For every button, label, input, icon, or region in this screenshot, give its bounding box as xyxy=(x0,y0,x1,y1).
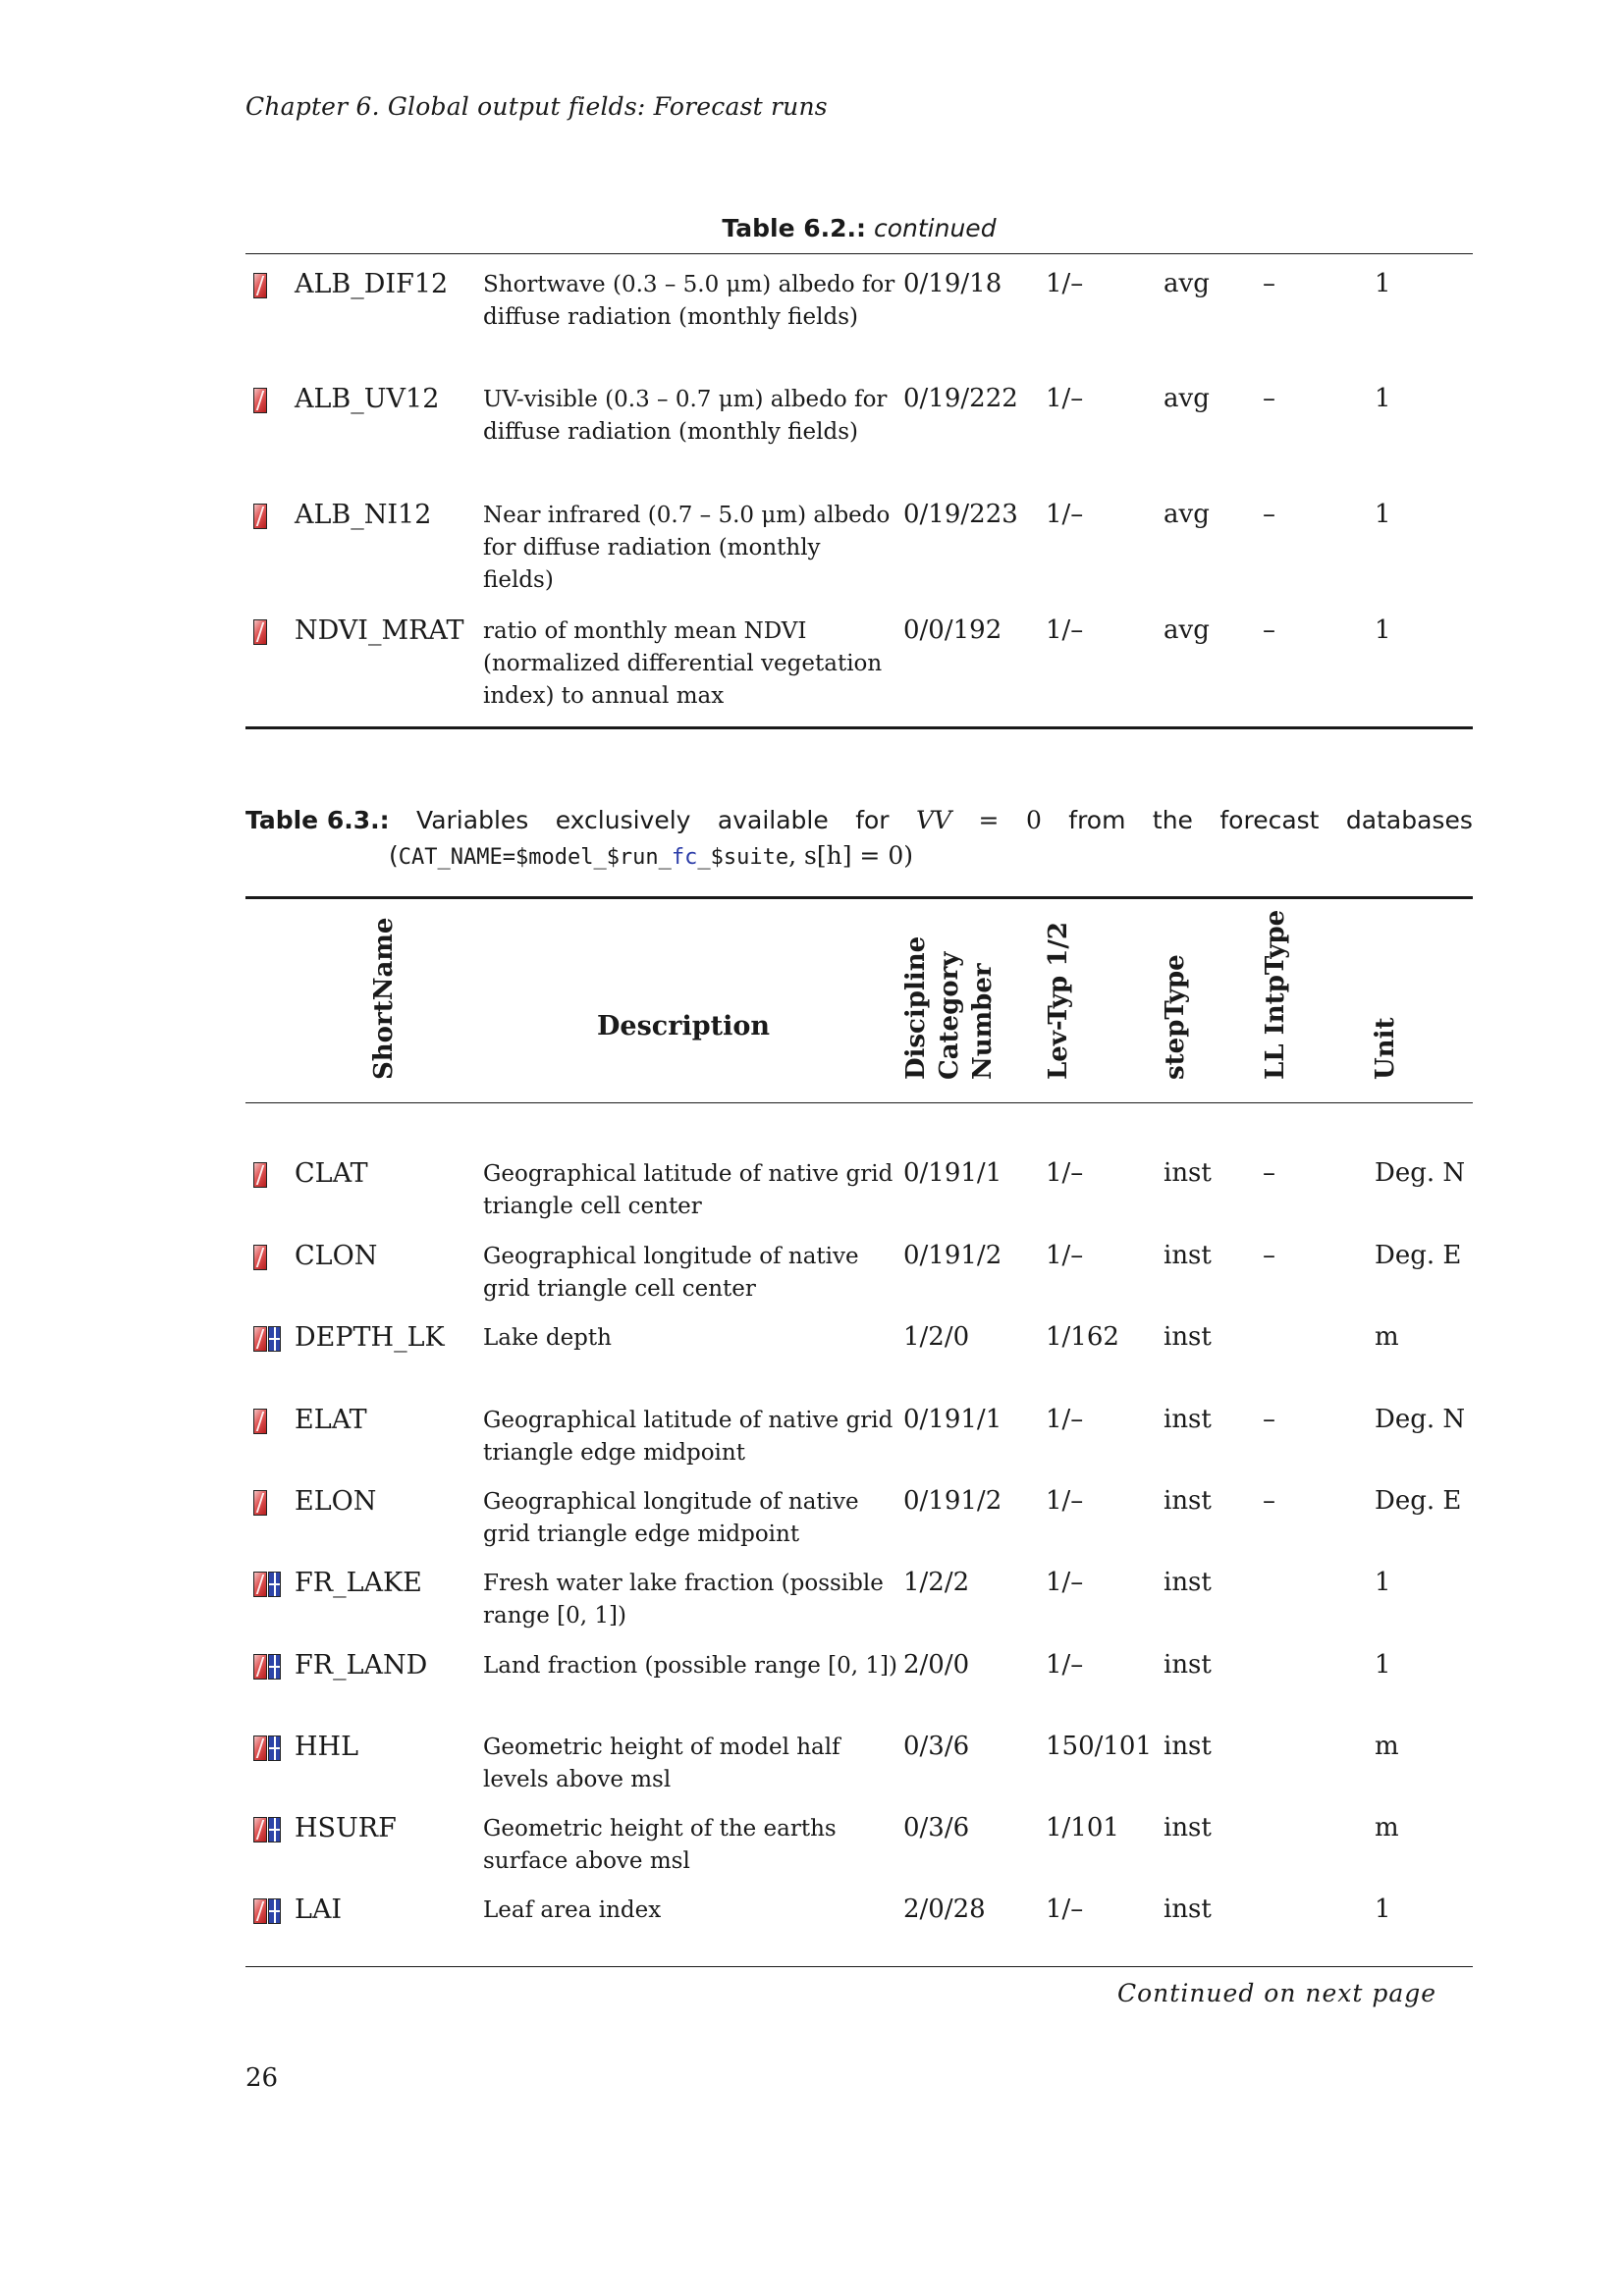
intp-type: – xyxy=(1263,1241,1275,1270)
intp-type: – xyxy=(1263,1405,1275,1434)
lev-typ: 1/– xyxy=(1046,1895,1084,1924)
caption-open-paren: ( xyxy=(389,841,399,870)
intp-type: – xyxy=(1263,500,1275,529)
header-number: Number xyxy=(968,963,998,1080)
step-type: inst xyxy=(1164,1158,1212,1188)
discipline: 0/0/192 xyxy=(903,615,1002,645)
short-name: HHL xyxy=(295,1732,359,1762)
unit: 1 xyxy=(1375,1568,1391,1597)
short-name: NDVI_MRAT xyxy=(295,615,464,646)
description: Shortwave (0.3 – 5.0 μm) albedo for diffuse radiation (monthly fields) xyxy=(483,272,895,330)
step-type: inst xyxy=(1164,1568,1212,1597)
model-icon xyxy=(253,1326,281,1356)
model-icon xyxy=(253,619,267,649)
caption-word: forecast xyxy=(1219,806,1320,834)
unit: Deg. E xyxy=(1375,1486,1462,1516)
description: Near infrared (0.7 – 5.0 μm) albedo for diffuse radiation (monthly fields) xyxy=(483,503,891,593)
discipline: 0/19/223 xyxy=(903,500,1018,529)
unit: m xyxy=(1375,1732,1399,1761)
header-discipline: Discipline xyxy=(901,935,931,1080)
discipline: 0/191/1 xyxy=(903,1405,1002,1434)
caption-word: 0 xyxy=(1025,806,1042,834)
caption-line-2 xyxy=(245,838,1473,876)
unit: Deg. N xyxy=(1375,1405,1466,1434)
step-type: avg xyxy=(1164,615,1210,645)
table-6-3-label: Table 6.3.: xyxy=(245,806,390,834)
table-6-2-caption xyxy=(245,214,1473,242)
short-name: ALB_NI12 xyxy=(295,500,432,530)
short-name: LAI xyxy=(295,1895,343,1925)
caption-word: available xyxy=(717,806,829,834)
caption-word: the xyxy=(1152,806,1193,834)
description: Geometric height of the earths surface above msl xyxy=(483,1816,837,1874)
intp-type: – xyxy=(1263,1158,1275,1188)
discipline: 2/0/28 xyxy=(903,1895,986,1924)
short-name: HSURF xyxy=(295,1813,397,1843)
header-step-type: stepType xyxy=(1161,954,1190,1080)
caption-word: VV xyxy=(916,806,952,834)
model-icon xyxy=(253,388,267,417)
table-6-2-label: Table 6.2.: xyxy=(722,214,867,242)
description: Leaf area index xyxy=(483,1897,662,1923)
step-type: avg xyxy=(1164,384,1210,413)
lev-typ: 1/– xyxy=(1046,1158,1084,1188)
discipline: 0/191/2 xyxy=(903,1241,1002,1270)
step-type: inst xyxy=(1164,1241,1212,1270)
caption-code-suite: _$suite xyxy=(697,845,789,870)
intp-type: – xyxy=(1263,384,1275,413)
model-icon xyxy=(253,1654,281,1683)
unit: Deg. E xyxy=(1375,1241,1462,1270)
caption-code: CAT_NAME=$model_$run_ xyxy=(398,845,672,870)
discipline: 0/3/6 xyxy=(903,1732,970,1761)
step-type: inst xyxy=(1164,1813,1212,1842)
description: ratio of monthly mean NDVI (normalized differential vegetation index) to annual max xyxy=(483,618,883,709)
short-name: CLAT xyxy=(295,1158,368,1189)
header-shortname: ShortName xyxy=(369,917,399,1080)
lev-typ: 1/101 xyxy=(1046,1813,1119,1842)
description: Geographical longitude of native grid triangle cell center xyxy=(483,1244,859,1302)
short-name: CLON xyxy=(295,1241,378,1271)
header-unit: Unit xyxy=(1371,1017,1400,1080)
description: Lake depth xyxy=(483,1325,612,1351)
step-type: inst xyxy=(1164,1486,1212,1516)
caption-word: databases xyxy=(1345,806,1473,834)
discipline: 1/2/2 xyxy=(903,1568,970,1597)
unit: 1 xyxy=(1375,269,1391,298)
model-icon xyxy=(253,1245,267,1274)
table-6-3-top-rule xyxy=(245,896,1473,899)
caption-word: exclusively xyxy=(555,806,691,834)
description: Geographical latitude of native grid triangle cell center xyxy=(483,1161,893,1219)
lev-typ: 1/– xyxy=(1046,1241,1084,1270)
lev-typ: 150/101 xyxy=(1046,1732,1153,1761)
discipline: 1/2/0 xyxy=(903,1322,970,1352)
lev-typ: 1/– xyxy=(1046,1568,1084,1597)
lev-typ: 1/– xyxy=(1046,384,1084,413)
discipline: 2/0/0 xyxy=(903,1650,970,1680)
step-type: inst xyxy=(1164,1650,1212,1680)
description: Geometric height of model half levels above msl xyxy=(483,1735,840,1792)
model-icon xyxy=(253,1409,267,1438)
short-name: DEPTH_LK xyxy=(295,1322,445,1353)
lev-typ: 1/– xyxy=(1046,1486,1084,1516)
caption-word: from xyxy=(1068,806,1126,834)
short-name: ALB_DIF12 xyxy=(295,269,449,299)
step-type: avg xyxy=(1164,269,1210,298)
model-icon xyxy=(253,1735,281,1765)
lev-typ: 1/– xyxy=(1046,500,1084,529)
discipline: 0/19/18 xyxy=(903,269,1002,298)
intp-type: – xyxy=(1263,269,1275,298)
step-type: inst xyxy=(1164,1322,1212,1352)
step-type: inst xyxy=(1164,1895,1212,1924)
table-6-3-bottom-rule xyxy=(245,1966,1473,1967)
short-name: ELON xyxy=(295,1486,377,1517)
description: Land fraction (possible range [0, 1]) xyxy=(483,1653,897,1679)
continued-note: Continued on next page xyxy=(1117,1979,1437,2007)
caption-code-highlight: fc xyxy=(671,845,698,870)
lev-typ: 1/162 xyxy=(1046,1322,1119,1352)
unit: m xyxy=(1375,1813,1399,1842)
model-icon xyxy=(253,504,267,533)
discipline: 0/3/6 xyxy=(903,1813,970,1842)
header-lev-typ: Lev-Typ 1/2 xyxy=(1044,922,1073,1080)
table-6-2-continued: continued xyxy=(873,214,997,242)
step-type: inst xyxy=(1164,1405,1212,1434)
lev-typ: 1/– xyxy=(1046,1650,1084,1680)
page-number: 26 xyxy=(245,2063,279,2093)
table-6-2-top-rule xyxy=(245,253,1473,254)
unit: 1 xyxy=(1375,1895,1391,1924)
model-icon xyxy=(253,1162,267,1192)
unit: Deg. N xyxy=(1375,1158,1466,1188)
intp-type: – xyxy=(1263,1486,1275,1516)
short-name: FR_LAND xyxy=(295,1650,428,1681)
discipline: 0/191/2 xyxy=(903,1486,1002,1516)
lev-typ: 1/– xyxy=(1046,269,1084,298)
header-intp-type: LL IntpType xyxy=(1261,909,1290,1080)
table-6-3-header-rule xyxy=(245,1102,1473,1103)
model-icon xyxy=(253,1572,281,1601)
unit: m xyxy=(1375,1322,1399,1352)
unit: 1 xyxy=(1375,384,1391,413)
unit: 1 xyxy=(1375,1650,1391,1680)
table-6-3-caption xyxy=(245,803,1473,876)
lev-typ: 1/– xyxy=(1046,1405,1084,1434)
model-icon xyxy=(253,1898,281,1928)
caption-word: for xyxy=(855,806,890,834)
unit: 1 xyxy=(1375,500,1391,529)
lev-typ: 1/– xyxy=(1046,615,1084,645)
step-type: avg xyxy=(1164,500,1210,529)
caption-tail: , s[h] = 0) xyxy=(788,841,913,870)
model-icon xyxy=(253,273,267,302)
model-icon xyxy=(253,1490,267,1520)
table-6-2-bottom-rule xyxy=(245,726,1473,729)
description: Geographical longitude of native grid triangle edge midpoint xyxy=(483,1489,859,1547)
model-icon xyxy=(253,1817,281,1846)
caption-word: = xyxy=(978,806,1000,834)
short-name: ELAT xyxy=(295,1405,367,1435)
short-name: FR_LAKE xyxy=(295,1568,422,1598)
description: Fresh water lake fraction (possible range [0, 1]) xyxy=(483,1571,884,1629)
description: Geographical latitude of native grid triangle edge midpoint xyxy=(483,1408,893,1466)
unit: 1 xyxy=(1375,615,1391,645)
short-name: ALB_UV12 xyxy=(295,384,440,414)
header-description: Description xyxy=(597,1011,770,1041)
step-type: inst xyxy=(1164,1732,1212,1761)
discipline: 0/19/222 xyxy=(903,384,1018,413)
header-category: Category xyxy=(935,951,964,1080)
discipline: 0/191/1 xyxy=(903,1158,1002,1188)
running-header: Chapter 6. Global output fields: Forecast runs xyxy=(245,92,828,121)
description: UV-visible (0.3 – 0.7 μm) albedo for diffuse radiation (monthly fields) xyxy=(483,387,888,445)
intp-type: – xyxy=(1263,615,1275,645)
caption-word: Variables xyxy=(416,806,529,834)
